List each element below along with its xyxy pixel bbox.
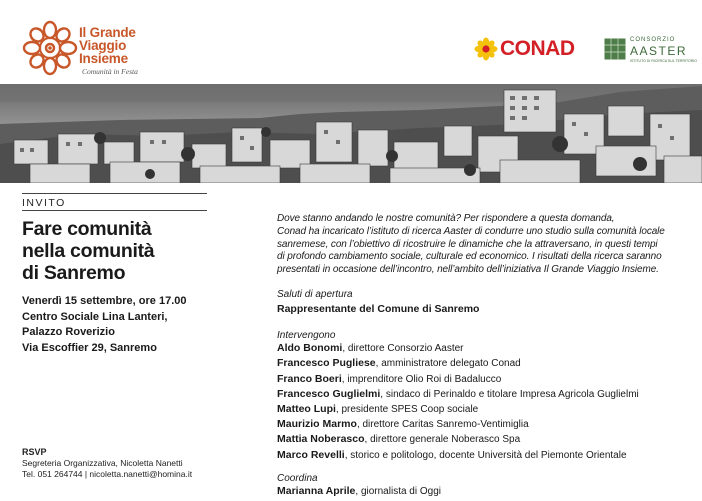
speaker-row (277, 372, 697, 387)
speaker-role: , amministratore delegato Conad (375, 358, 521, 370)
intro-line: Dove stanno andando le nostre comunità? Per rispondere a questa domanda, (277, 213, 615, 224)
event-venue: Centro Sociale Lina Lanteri, (22, 310, 168, 323)
conad-daisy-icon (474, 37, 498, 61)
speaker-name: Aldo Bonomi (277, 342, 343, 355)
speaker-row (277, 341, 697, 356)
speaker-name: Maurizio Marmo (277, 418, 357, 431)
speaker-name: Marco Revelli (277, 448, 345, 461)
saluti-name: Rappresentante del Comune di Sanremo (277, 302, 480, 315)
logo-tagline: Comunità in Festa (82, 67, 138, 76)
coordina-label: Coordina (277, 472, 318, 484)
conad-wordmark: CONAD (500, 37, 575, 60)
speaker-role: , direttore generale Noberasco Spa (364, 434, 521, 446)
intro-line: di profondo cambiamento sociale, culturale ed economico. I risultati della ricerca saranno (277, 251, 662, 263)
speaker-name: Matteo Lupi (277, 403, 336, 415)
speaker-role: , imprenditore Olio Roi di Badalucco (341, 373, 502, 385)
rsvp-contact: Tel. 051 264744 | nicoletta.nanetti@homina.it (22, 469, 193, 479)
program-column (277, 213, 697, 499)
speaker-role: , storico e politologo, docente Università del Piemonte Orientale (344, 449, 627, 461)
speaker-row (277, 417, 697, 432)
sanremo-townscape-photo (0, 84, 702, 183)
moderator-role: , giornalista di Oggi (355, 485, 441, 497)
aaster-subtitle: ISTITUTO DI RICERCA SUL TERRITORIO (630, 59, 697, 63)
logo-line-2: Viaggio (79, 38, 127, 53)
speaker-role: , direttore Consorzio Aaster (342, 343, 464, 355)
moderator-row (277, 484, 697, 499)
bottom-divider (22, 210, 207, 211)
speaker-role: , direttore Caritas Sanremo-Ventimiglia (356, 419, 529, 431)
speaker-row (277, 387, 697, 402)
aaster-name: AASTER (630, 44, 688, 58)
logo-line-1: Il Grande (79, 25, 136, 40)
intro-paragraph (277, 213, 697, 277)
speaker-role: , sindaco di Perinaldo e titolare Impresa Agricola Guglielmi (380, 388, 639, 400)
intro-line: Conad ha incaricato l’istituto di ricerca Aaster di condurre uno studio sulla comunità locale (277, 225, 665, 237)
aaster-logo (604, 36, 697, 66)
speaker-row (277, 356, 697, 371)
event-building: Palazzo Roverizio (22, 326, 115, 338)
speaker-name: Francesco Guglielmi (277, 387, 381, 400)
invito-label: INVITO (22, 197, 66, 209)
rsvp-label: RSVP (22, 447, 47, 457)
aaster-grid-icon (604, 38, 626, 60)
speaker-row (277, 448, 697, 463)
title-line-3: di Sanremo (22, 262, 126, 284)
conad-logo (474, 36, 575, 62)
event-logo (22, 18, 152, 78)
aaster-small-label: CONSORZIO (630, 37, 676, 43)
intervengono-label: Intervengono (277, 330, 336, 342)
event-address: Via Escoffier 29, Sanremo (22, 341, 157, 354)
speaker-name: Mattia Noberasco (277, 433, 365, 446)
event-date: Venerdì 15 settembre, ore 17.00 (22, 295, 187, 307)
intro-line: sanremese, con l’obiettivo di ricostruire le dinamiche che la attraversano, in questi tempi (277, 238, 658, 250)
event-title (22, 218, 154, 284)
event-details (22, 294, 186, 356)
speaker-name: Franco Boeri (277, 372, 342, 385)
rsvp-block (22, 447, 192, 480)
speaker-row (277, 432, 697, 447)
rsvp-org: Segreteria Organizzativa, Nicoletta Nanetti (22, 458, 183, 468)
speaker-role: , presidente SPES Coop sociale (335, 404, 479, 415)
intro-line: presentati in occasione dell’incontro, nell’ambito dell’iniziativa Il Grande Viaggio Insieme. (277, 264, 659, 276)
title-line-2: nella comunità (22, 240, 155, 262)
top-divider (22, 193, 207, 194)
saluti-label: Saluti di apertura (277, 288, 353, 300)
speaker-name: Francesco Pugliese (277, 357, 376, 370)
logo-line-3: Insieme (79, 51, 128, 66)
title-line-1: Fare comunità (22, 218, 152, 240)
moderator-name: Marianna Aprile (277, 484, 356, 497)
speaker-row (277, 402, 697, 417)
flower-emblem-icon (22, 20, 78, 76)
